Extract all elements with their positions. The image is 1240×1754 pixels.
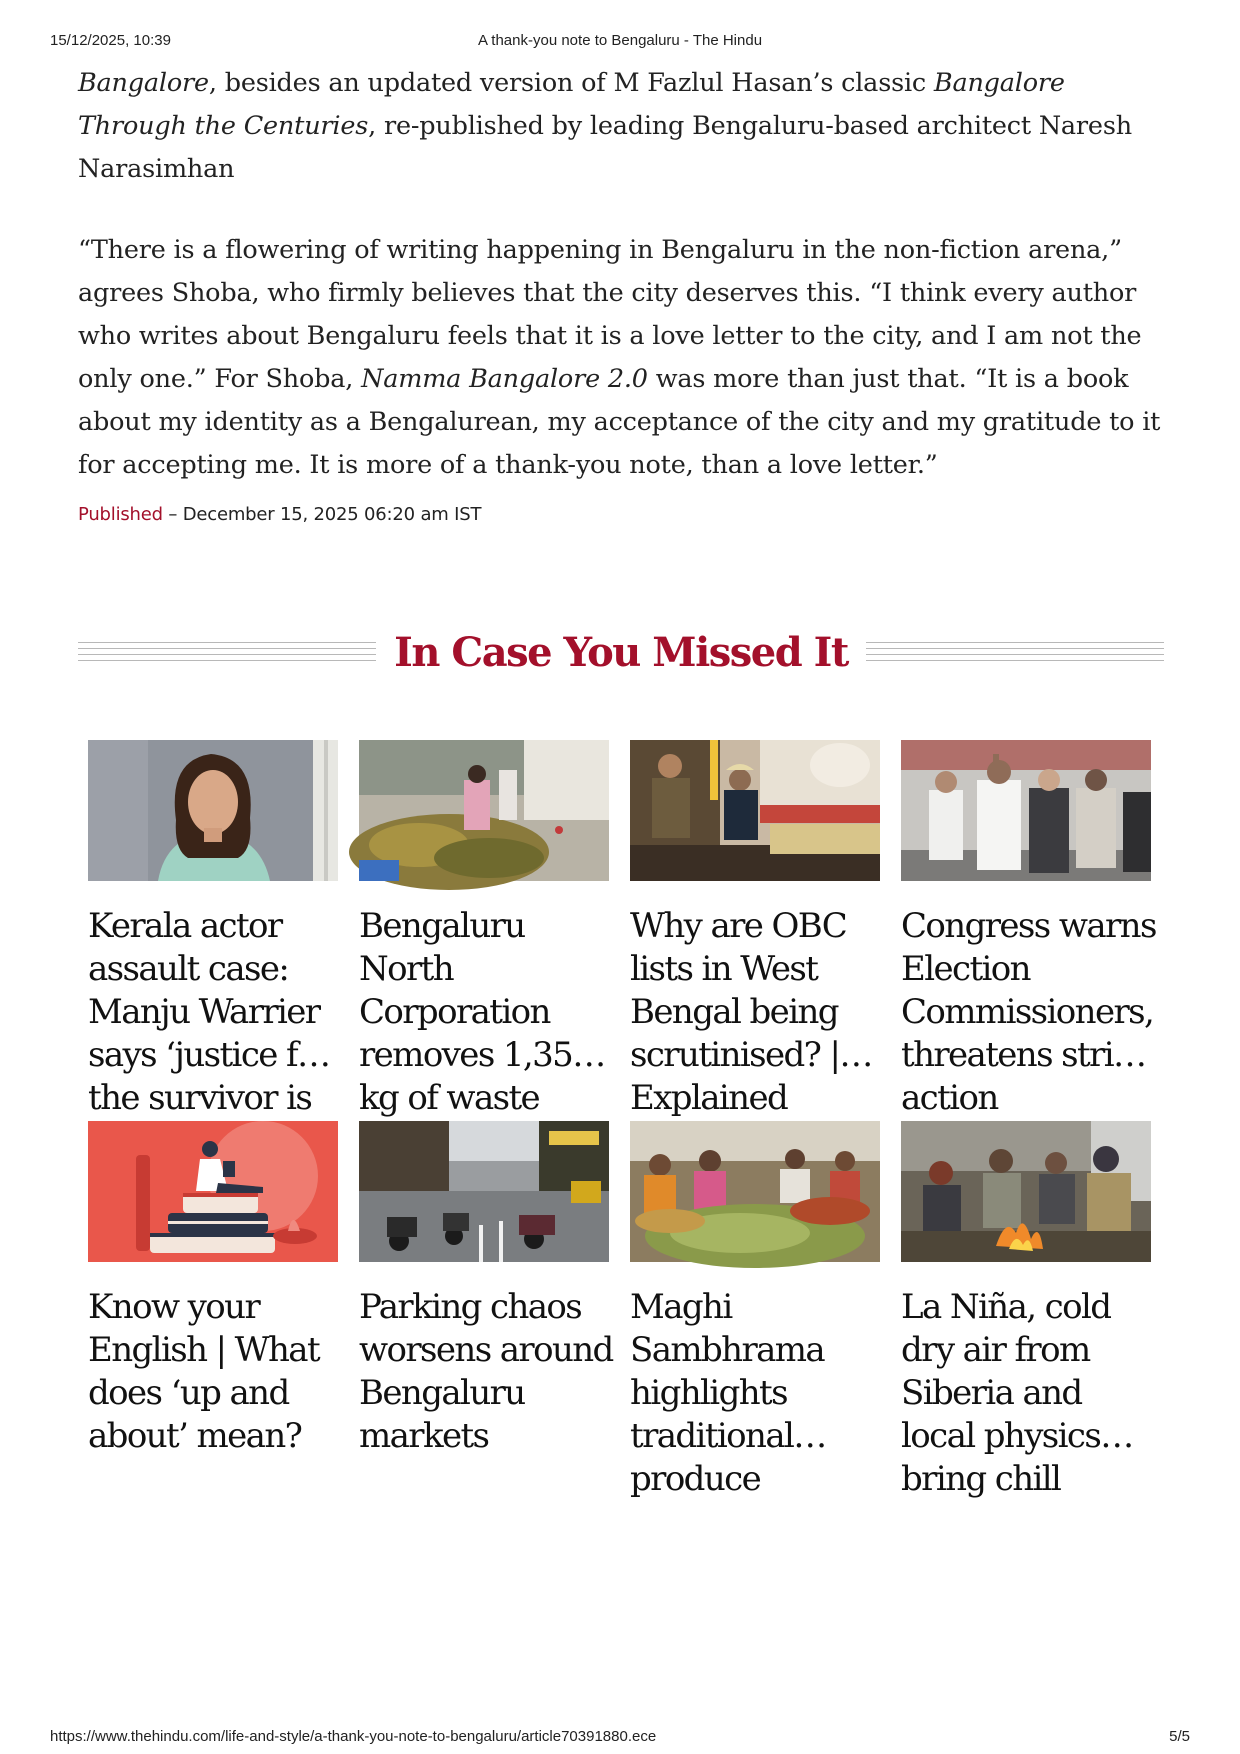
story-title[interactable]: Parking chaos worsens around Bengaluru markets — [359, 1287, 613, 1456]
parade-photo[interactable] — [630, 740, 880, 881]
paragraph-text: , besides an updated version of M Fazlul Hasan’s classic — [208, 68, 934, 98]
book-title: Bangalore Through the Centuries — [78, 68, 1065, 141]
print-footer — [50, 1728, 1190, 1748]
book-title: Bangalore — [78, 68, 209, 98]
bonfire-photo[interactable] — [901, 1121, 1151, 1262]
section-heading: In Case You Missed It — [394, 629, 848, 676]
print-document-title: A thank-you note to Bengaluru - The Hindu — [477, 32, 763, 49]
waste-photo[interactable] — [359, 740, 609, 881]
story-card[interactable] — [901, 1121, 1151, 1499]
paragraph-text: , re-published by leading Bengaluru-based architect Naresh Narasimhan — [78, 111, 1132, 184]
street-photo[interactable] — [359, 1121, 609, 1262]
page-number: 5/5 — [1169, 1728, 1190, 1745]
article-paragraph — [78, 229, 1168, 487]
story-card[interactable] — [88, 1121, 338, 1458]
paragraph-text: “There is a flowering of writing happening in Bengaluru in the non-fiction arena,” agrees Shoba, who firmly believes that the city deserves this. “I think every author who writes about Bengaluru feels that it is a love letter to the city, and I am not the only one.” For Shoba, — [78, 235, 1142, 394]
icymi-header — [78, 620, 1164, 690]
story-card[interactable] — [901, 740, 1156, 1118]
print-datetime: 15/12/2025, 10:39 — [50, 32, 171, 49]
article-body — [78, 62, 1168, 525]
published-label: Published — [78, 504, 163, 525]
books-illustration[interactable] — [88, 1121, 338, 1262]
story-title[interactable]: Bengaluru North Corporation removes 1,350 kg of waste — [359, 906, 593, 1118]
story-card[interactable] — [88, 740, 338, 1118]
story-title[interactable]: Why are OBC lists in West Bengal being scrutinised? | Explained — [630, 906, 847, 1118]
portrait-photo[interactable] — [88, 740, 338, 881]
article-paragraph — [78, 62, 1168, 191]
story-card[interactable] — [630, 1121, 880, 1499]
story-title[interactable]: Maghi Sambhrama highlights traditional produce — [630, 1287, 825, 1499]
story-title[interactable]: Kerala actor assault case: Manju Warrier says ‘justice for the survivor is — [88, 906, 331, 1118]
story-title[interactable]: Congress warns Election Commissioners, threatens strict action — [901, 906, 1156, 1118]
market-photo[interactable] — [630, 1121, 880, 1262]
published-line — [78, 504, 1168, 525]
story-title[interactable]: Know your English | What does ‘up and about’ mean? — [88, 1287, 320, 1456]
print-header — [50, 32, 1190, 52]
book-title: Namma Bangalore 2.0 — [361, 364, 648, 394]
story-card[interactable] — [359, 1121, 613, 1458]
story-card[interactable] — [359, 740, 609, 1118]
story-title[interactable]: La Niña, cold dry air from Siberia and local physics bring chill — [901, 1287, 1111, 1499]
page-url: https://www.thehindu.com/life-and-style/a-thank-you-note-to-bengaluru/article70391880.ece — [50, 1728, 657, 1745]
rally-photo[interactable] — [901, 740, 1151, 881]
published-date: – December 15, 2025 06:20 am IST — [162, 504, 482, 525]
paragraph-text: was more than just that. “It is a book about my identity as a Bengalurean, my acceptance of the city and my gratitude to it for accepting me. It is more of a thank-you note, than a love letter.” — [78, 364, 1161, 480]
story-card[interactable] — [630, 740, 880, 1118]
